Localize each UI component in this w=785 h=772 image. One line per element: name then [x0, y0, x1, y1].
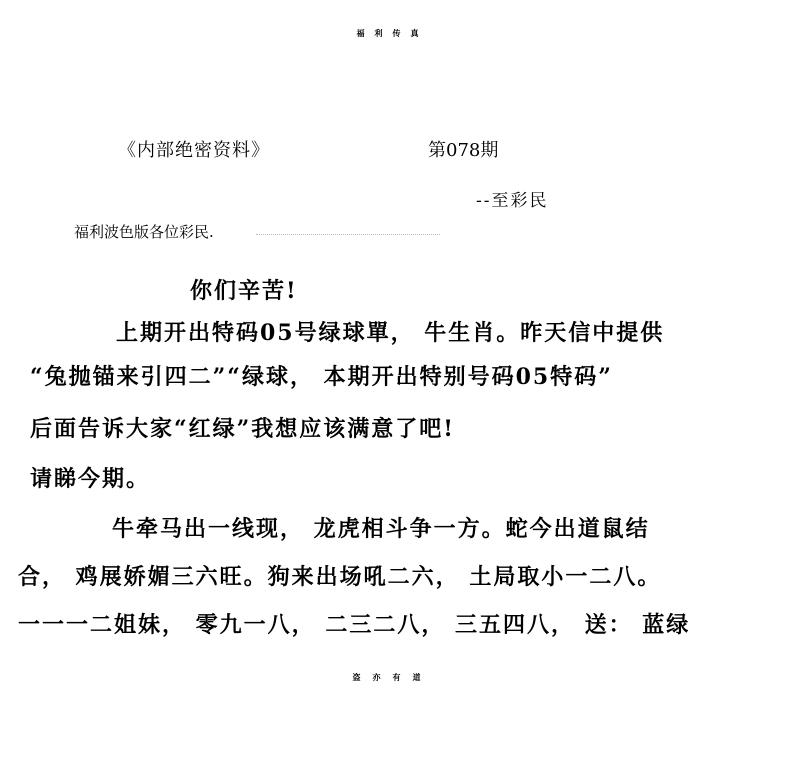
document-subtitle: 《内部绝密资料》	[118, 140, 270, 161]
body-line: 请睇今期。	[30, 466, 151, 492]
footer-motto: 盗亦有道	[352, 672, 433, 682]
signature: --至彩民	[476, 191, 549, 211]
page-title: 福利传真	[356, 28, 429, 38]
issue-number: 第078期	[428, 140, 499, 161]
body-line: 合， 鸡展娇媚三六旺。狗来出场吼二六， 土局取小一二八。	[18, 564, 662, 590]
body-line: 你们辛苦!	[190, 278, 298, 304]
body-line: 后面告诉大家“红绿”我想应该满意了吧!	[30, 416, 455, 442]
body-line: 牛牵马出一线现， 龙虎相斗争一方。蛇今出道鼠结	[112, 516, 650, 542]
greeting: 福利波色版各位彩民.	[74, 223, 214, 241]
body-line: 一一一二姐妹， 零九一八， 二三二八， 三五四八， 送： 蓝绿	[18, 612, 691, 638]
body-line: 上期开出特码05号绿球單， 牛生肖。昨天信中提供	[116, 320, 665, 346]
body-line: “兔抛锚来引四二”“绿球， 本期开出特别号码05特码”	[30, 364, 613, 390]
dotted-divider	[256, 234, 440, 235]
